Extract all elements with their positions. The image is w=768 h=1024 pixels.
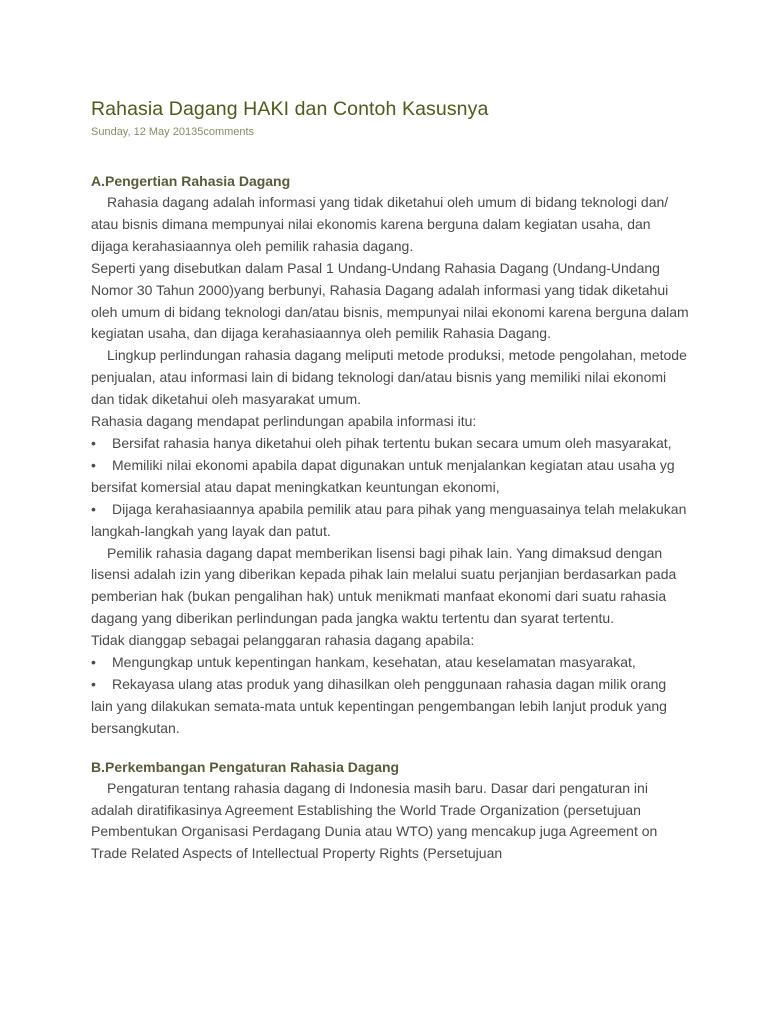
post-title: Rahasia Dagang HAKI dan Contoh Kasusnya [91,98,489,120]
list-item [91,674,691,740]
list-item-text: Rekayasa ulang atas produk yang dihasilkan oleh penggunaan rahasia dagan milik orang lain yang dilakukan semata-mata untuk kepentingan pengembangan lebih lanjut produk yang bersangkutan. [91,675,667,736]
list-item [91,499,691,543]
section-a-paragraph-5: Pemilik rahasia dagang dapat memberikan lisensi bagi pihak lain. Yang dimaksud dengan lisensi adalah izin yang diberikan kepada pihak lain melalui suatu perjanjian berdasarkan pada pemberian hak (bukan pengalihan hak) untuk menikmati manfaat ekonomi dari suatu rahasia dagang yang diberikan perlindungan pada jangka waktu tertentu dan syarat tertentu. [91,544,677,627]
bullet-icon: • [91,654,96,671]
list-item-text: Memiliki nilai ekonomi apabila dapat digunakan untuk menjalankan kegiatan atau usaha yg bersifat komersial atau dapat meningkatkan keuntungan ekonomi, [91,456,675,495]
protection-criteria-list [91,433,691,543]
section-a-paragraph-1: Rahasia dagang adalah informasi yang tidak diketahui oleh umum di bidang teknologi dan/ atau bisnis dimana mempunyai nilai ekonomis karena berguna dalam kegiatan usaha, dan dijaga kerahasiaannya oleh pemilik rahasia dagang. [91,194,669,254]
section-b-paragraph-1: Pengaturan tentang rahasia dagang di Indonesia masih baru. Dasar dari pengaturan ini adalah diratifikasinya Agreement Establishing the World Trade Organization (persetujuan Pembentukan Organisasi Perdagang Dunia atau WTO) yang mencakup juga Agreement on Trade Related Aspects of Intellectual Property Rights (Persetujuan [91,779,658,862]
post-meta: Sunday, 12 May 20135comments [91,126,255,138]
list-item [91,652,691,674]
section-b-heading: B.Perkembangan Pengaturan Rahasia Dagang [91,758,400,775]
bullet-icon: • [91,434,96,451]
list-item-text: Mengungkap untuk kepentingan hankam, kesehatan, atau keselamatan masyarakat, [112,654,636,671]
bullet-icon: • [91,456,96,473]
exception-list [91,652,691,740]
list-item [91,455,691,499]
section-a-paragraph-3: Lingkup perlindungan rahasia dagang meliputi metode produksi, metode pengolahan, metode penjualan, atau informasi lain di bidang teknologi dan/atau bisnis yang memiliki nilai ekonomi dan tidak diketahui oleh masyarakat umum. [91,347,687,408]
section-a-paragraph-4: Rahasia dagang mendapat perlindungan apabila informasi itu: [91,413,477,430]
bullet-icon: • [91,500,96,517]
list-item-text: Bersifat rahasia hanya diketahui oleh pihak tertentu bukan secara umum oleh masyarakat, [112,434,672,451]
list-item [91,433,691,455]
section-a-heading: A.Pengertian Rahasia Dagang [91,173,291,189]
document-page [91,96,691,865]
section-a-paragraph-2: Seperti yang disebutkan dalam Pasal 1 Undang-Undang Rahasia Dagang (Undang-Undang Nomor 30 Tahun 2000)yang berbunyi, Rahasia Dagang adalah informasi yang tidak diketahui oleh umum di bidang teknologi dan/atau bisnis, mempunyai nilai ekonomi karena berguna dalam kegiatan usaha, dan dijaga kerahasiaannya oleh pemilik Rahasia Dagang. [91,259,689,342]
list-item-text: Dijaga kerahasiaannya apabila pemilik atau para pihak yang menguasainya telah melakukan langkah-langkah yang layak dan patut. [91,500,687,539]
section-a-paragraph-6: Tidak dianggap sebagai pelanggaran rahasia dagang apabila: [91,632,475,649]
bullet-icon: • [91,675,96,692]
